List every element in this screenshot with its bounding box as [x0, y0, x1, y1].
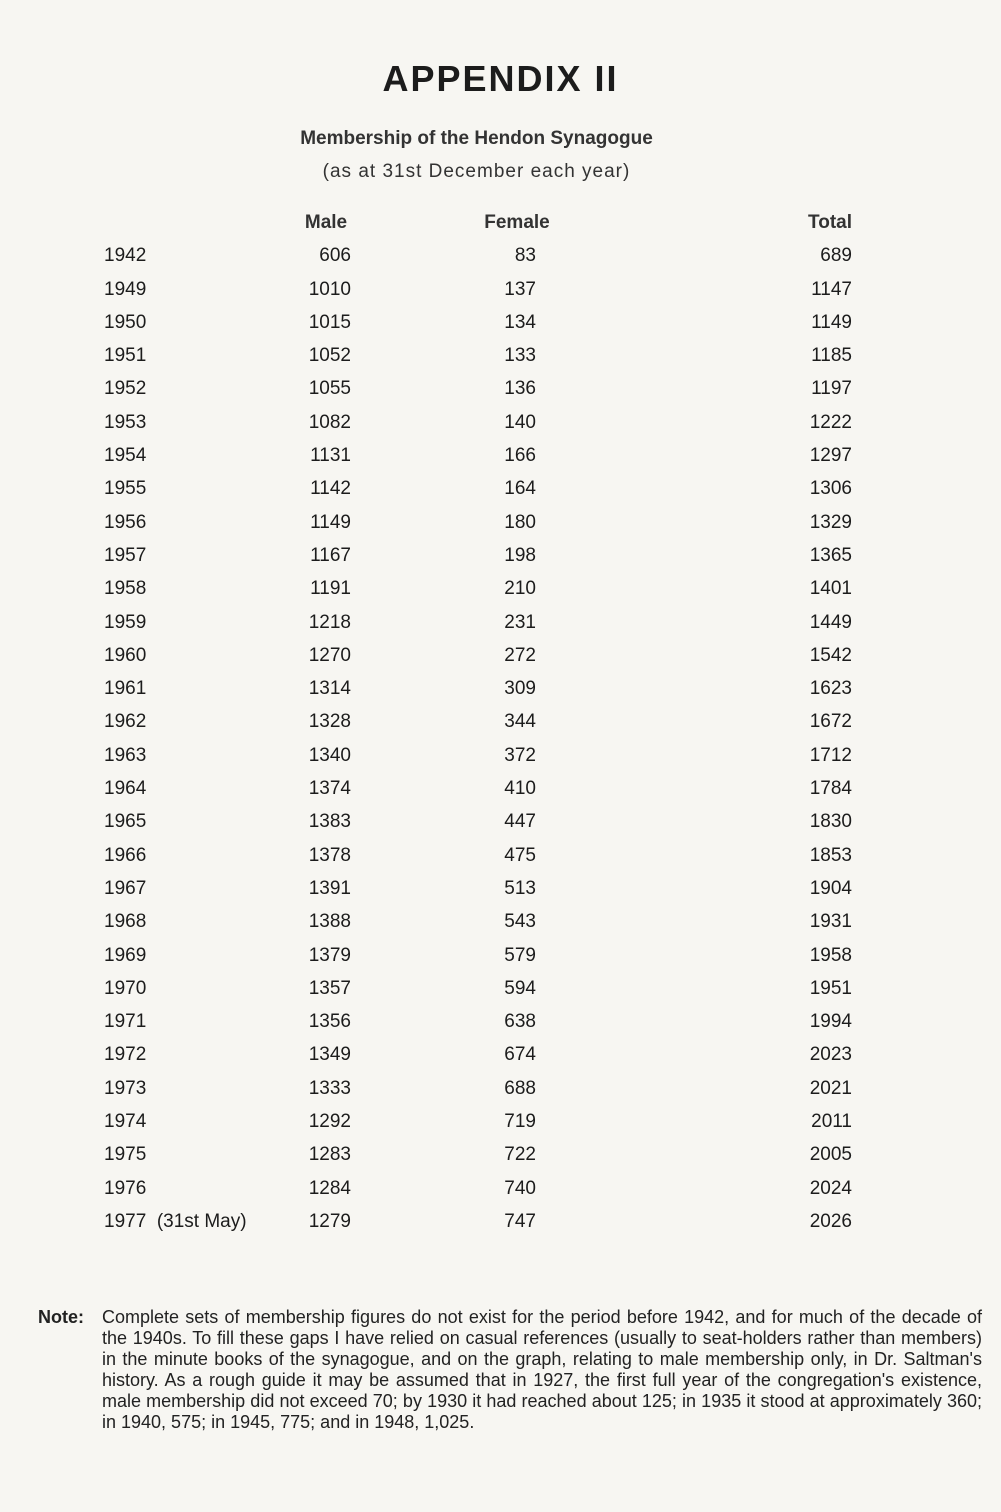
- table-row: [0, 1072, 1001, 1105]
- year-cell: 1956: [104, 511, 147, 533]
- male-cell: 1279: [308, 1210, 351, 1232]
- year-cell: 1967: [104, 877, 147, 899]
- table-row: [0, 306, 1001, 339]
- table-body: [0, 239, 1001, 1238]
- male-cell: 1374: [308, 778, 351, 800]
- total-cell: 1712: [809, 744, 852, 766]
- total-cell: 1672: [809, 711, 852, 733]
- table-row: [0, 805, 1001, 838]
- male-cell: 1292: [308, 1111, 351, 1133]
- male-cell: 1270: [308, 644, 351, 666]
- female-cell: 674: [504, 1044, 536, 1066]
- table-row: [0, 472, 1001, 505]
- table-row: [0, 939, 1001, 972]
- male-cell: 1391: [308, 877, 351, 899]
- total-cell: 2023: [809, 1044, 852, 1066]
- year-cell: 1958: [104, 578, 147, 600]
- female-cell: 740: [504, 1177, 536, 1199]
- female-cell: 543: [504, 911, 536, 933]
- total-cell: 1542: [809, 644, 852, 666]
- male-cell: 1010: [308, 278, 351, 300]
- total-cell: 1365: [809, 544, 852, 566]
- header-female: Female: [484, 212, 550, 233]
- total-cell: 1297: [809, 445, 852, 467]
- total-cell: 1958: [809, 944, 852, 966]
- footnote-text: Complete sets of membership figures do not exist for the period before 1942, and for much of the decade of the 1940s. To fill these gaps I have relied on casual references (usually to seat-holders rather than members) in the minute books of the synagogue, and on the graph, relating to male membership only, in Dr. Saltman's history. As a rough guide it may be assumed that in 1927, the first full year of the congregation's existence, male membership did not exceed 70; by 1930 it had reached about 125; in 1935 it stood at approximately 360; in 1940, 575; in 1945, 775; and in 1948, 1,025.: [102, 1307, 982, 1432]
- male-cell: 1379: [308, 944, 351, 966]
- male-cell: 1328: [308, 711, 351, 733]
- female-cell: 638: [504, 1011, 536, 1033]
- female-cell: 309: [504, 678, 536, 700]
- male-cell: 606: [319, 245, 351, 267]
- total-cell: 1853: [809, 844, 852, 866]
- female-cell: 410: [504, 778, 536, 800]
- year-cell: 1966: [104, 844, 147, 866]
- table-row: [0, 506, 1001, 539]
- total-cell: 1197: [811, 378, 852, 400]
- female-cell: 133: [504, 345, 536, 367]
- male-cell: 1167: [310, 544, 351, 566]
- year-cell: 1954: [104, 445, 147, 467]
- table-row: [0, 273, 1001, 306]
- female-cell: 136: [504, 378, 536, 400]
- page-title: APPENDIX II: [382, 58, 619, 99]
- year-cell: 1951: [104, 345, 147, 367]
- male-cell: 1357: [308, 977, 351, 999]
- total-cell: 1329: [809, 511, 852, 533]
- male-cell: 1191: [310, 578, 351, 600]
- table-row: [0, 606, 1001, 639]
- table-row: [0, 239, 1001, 272]
- year-cell: 1962: [104, 711, 147, 733]
- male-cell: 1055: [308, 378, 351, 400]
- year-cell: 1952: [104, 378, 147, 400]
- male-cell: 1383: [308, 811, 351, 833]
- total-cell: 2011: [811, 1111, 852, 1133]
- male-cell: 1052: [308, 345, 351, 367]
- table-row: [0, 339, 1001, 372]
- table-row: [0, 439, 1001, 472]
- male-cell: 1015: [308, 311, 351, 333]
- female-cell: 140: [504, 411, 536, 433]
- total-cell: 2005: [809, 1144, 852, 1166]
- year-cell: 1949: [104, 278, 147, 300]
- total-cell: 1306: [809, 478, 852, 500]
- total-cell: 1904: [809, 877, 852, 899]
- total-cell: 1147: [811, 278, 852, 300]
- table-row: [0, 1005, 1001, 1038]
- total-cell: 2021: [809, 1077, 852, 1099]
- total-cell: 1401: [809, 578, 852, 600]
- male-cell: 1388: [308, 911, 351, 933]
- year-cell: 1964: [104, 778, 147, 800]
- table-row: [0, 739, 1001, 772]
- year-cell: 1957: [104, 544, 147, 566]
- female-cell: 475: [504, 844, 536, 866]
- male-cell: 1378: [308, 844, 351, 866]
- year-cell: 1972: [104, 1044, 147, 1066]
- year-cell: 1971: [104, 1011, 147, 1033]
- table-row: [0, 905, 1001, 938]
- total-cell: 1222: [809, 411, 852, 433]
- table-row: [0, 872, 1001, 905]
- table-row: [0, 1038, 1001, 1071]
- female-cell: 210: [504, 578, 536, 600]
- year-cell: 1959: [104, 611, 147, 633]
- female-cell: 272: [504, 644, 536, 666]
- table-row: [0, 539, 1001, 572]
- total-cell: 1830: [809, 811, 852, 833]
- table-row: [0, 839, 1001, 872]
- female-cell: 164: [504, 478, 536, 500]
- table-row: [0, 1172, 1001, 1205]
- male-cell: 1349: [308, 1044, 351, 1066]
- year-cell: 1960: [104, 644, 147, 666]
- male-cell: 1218: [308, 611, 351, 633]
- female-cell: 198: [504, 544, 536, 566]
- table-row: [0, 372, 1001, 405]
- male-cell: 1142: [310, 478, 351, 500]
- table-row: [0, 705, 1001, 738]
- female-cell: 180: [504, 511, 536, 533]
- year-cell: 1955: [104, 478, 147, 500]
- male-cell: 1284: [308, 1177, 351, 1199]
- table-row: [0, 572, 1001, 605]
- membership-table: [0, 206, 1001, 1238]
- male-cell: 1314: [308, 678, 351, 700]
- total-cell: 1149: [811, 311, 852, 333]
- female-cell: 722: [504, 1144, 536, 1166]
- header-total: Total: [808, 212, 852, 233]
- table-row: [0, 1105, 1001, 1138]
- footnote-label: Note:: [38, 1307, 84, 1327]
- female-cell: 231: [504, 611, 536, 633]
- female-cell: 344: [504, 711, 536, 733]
- table-row: [0, 406, 1001, 439]
- total-cell: 2026: [809, 1210, 852, 1232]
- male-cell: 1149: [310, 511, 351, 533]
- year-cell: 1973: [104, 1077, 147, 1099]
- year-cell: 1961: [104, 678, 147, 700]
- female-cell: 166: [504, 445, 536, 467]
- total-cell: 1784: [809, 778, 852, 800]
- female-cell: 372: [504, 744, 536, 766]
- table-row: [0, 1138, 1001, 1171]
- total-cell: 1185: [811, 345, 852, 367]
- female-cell: 513: [504, 877, 536, 899]
- total-cell: 2024: [809, 1177, 852, 1199]
- table-row: [0, 772, 1001, 805]
- table-row: [0, 972, 1001, 1005]
- female-cell: 137: [504, 278, 536, 300]
- year-cell: 1977 (31st May): [104, 1210, 247, 1232]
- male-cell: 1131: [310, 445, 351, 467]
- female-cell: 447: [504, 811, 536, 833]
- table-row: [0, 1205, 1001, 1238]
- male-cell: 1082: [308, 411, 351, 433]
- year-cell: 1970: [104, 977, 147, 999]
- year-cell: 1976: [104, 1177, 147, 1199]
- year-cell: 1965: [104, 811, 147, 833]
- table-row: [0, 639, 1001, 672]
- total-cell: 1623: [809, 678, 852, 700]
- year-cell: 1963: [104, 744, 147, 766]
- male-cell: 1333: [308, 1077, 351, 1099]
- total-cell: 1449: [809, 611, 852, 633]
- male-cell: 1340: [308, 744, 351, 766]
- total-cell: 689: [820, 245, 852, 267]
- year-cell: 1975: [104, 1144, 147, 1166]
- year-cell: 1942: [104, 245, 147, 267]
- year-cell: 1969: [104, 944, 147, 966]
- year-cell: 1953: [104, 411, 147, 433]
- total-cell: 1994: [809, 1011, 852, 1033]
- header-male: Male: [304, 212, 348, 233]
- table-row: [0, 672, 1001, 705]
- female-cell: 134: [504, 311, 536, 333]
- table-caption: Membership of the Hendon Synagogue: [300, 128, 653, 149]
- year-cell: 1968: [104, 911, 147, 933]
- male-cell: 1356: [308, 1011, 351, 1033]
- female-cell: 719: [504, 1111, 536, 1133]
- female-cell: 747: [504, 1210, 536, 1232]
- female-cell: 688: [504, 1077, 536, 1099]
- female-cell: 579: [504, 944, 536, 966]
- year-cell: 1950: [104, 311, 147, 333]
- year-cell: 1974: [104, 1111, 147, 1133]
- table-header-row: [0, 206, 1001, 239]
- female-cell: 83: [514, 245, 536, 267]
- female-cell: 594: [504, 977, 536, 999]
- male-cell: 1283: [308, 1144, 351, 1166]
- total-cell: 1951: [809, 977, 852, 999]
- table-caption-note: (as at 31st December each year): [322, 161, 631, 182]
- total-cell: 1931: [809, 911, 852, 933]
